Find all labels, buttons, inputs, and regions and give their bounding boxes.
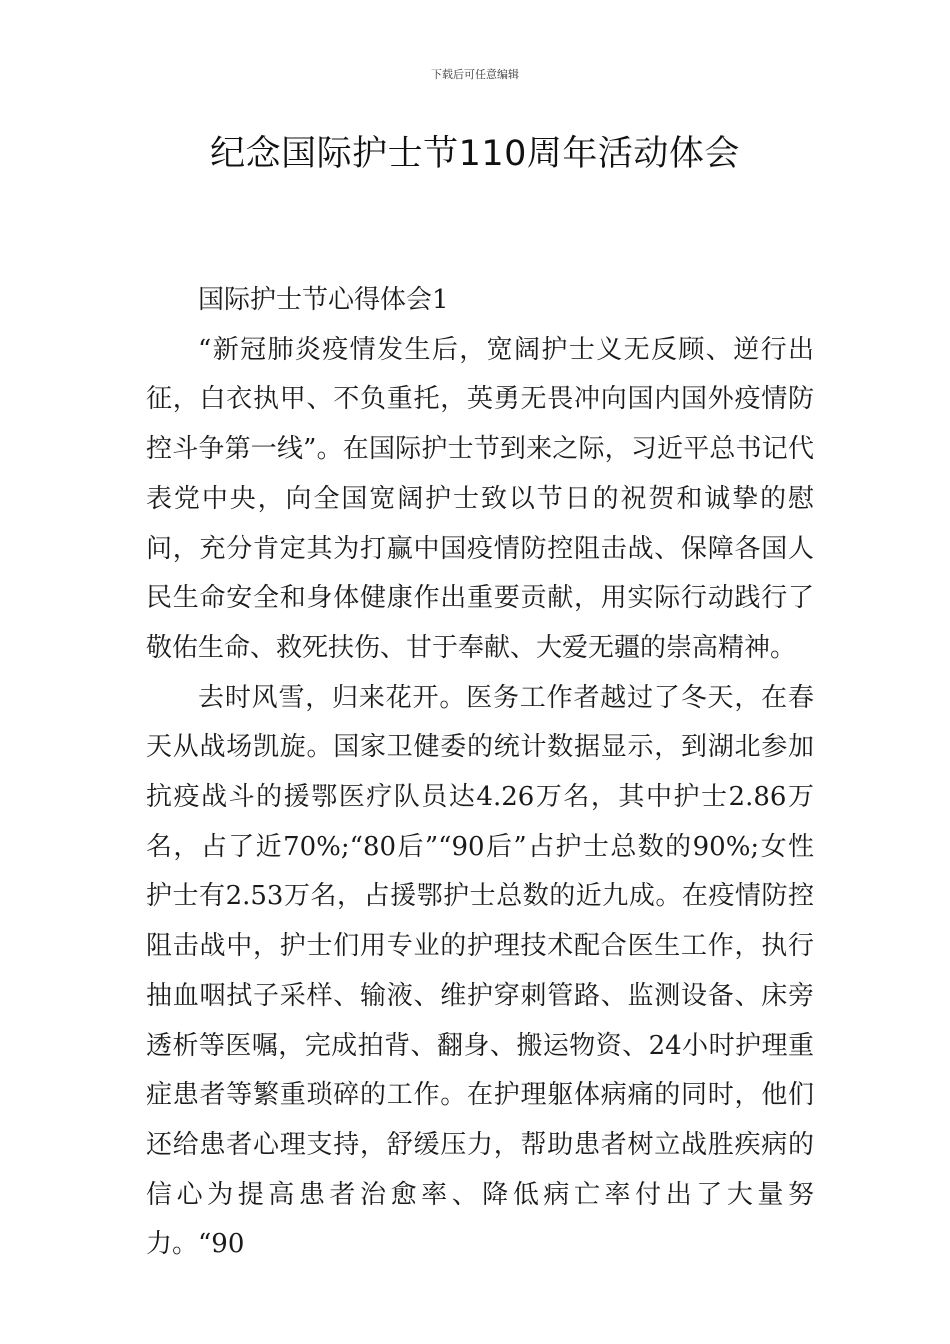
- document-body: [146, 276, 814, 1270]
- paragraph-2: 去时风雪，归来花开。医务工作者越过了冬天，在春天从战场凯旋。国家卫健委的统计数据显示，到湖北参加抗疫战斗的援鄂医疗队员达4.26万名，其中护士2.86万名，占了近70%;“80后”“90后”占护士总数的90%;女性护士有2.53万名，占援鄂护士总数的近九成。在疫情防控阻击战中，护士们用专业的护理技术配合医生工作，执行抽血咽拭子采样、输液、维护穿刺管路、监测设备、床旁透析等医嘱，完成拍背、翻身、搬运物资、24小时护理重症患者等繁重琐碎的工作。在护理躯体病痛的同时，他们还给患者心理支持，舒缓压力，帮助患者树立战胜疾病的信心为提高患者治愈率、降低病亡率付出了大量努力。“90: [146, 682, 814, 1260]
- section-heading: 国际护士节心得体会1: [198, 285, 449, 315]
- paragraph-1: “新冠肺炎疫情发生后，宽阔护士义无反顾、逆行出征，白衣执甲、不负重托，英勇无畏冲向国内国外疫情防控斗争第一线”。在国际护士节到来之际，习近平总书记代表党中央，向全国宽阔护士致以节日的祝贺和诚挚的慰问，充分肯定其为打赢中国疫情防控阻击战、保障各国人民生命安全和身体健康作出重要贡献，用实际行动践行了敬佑生命、救死扶伤、甘于奉献、大爱无疆的崇高精神。: [146, 334, 814, 663]
- header-note: 下载后可任意编辑: [431, 68, 519, 81]
- document-title: 纪念国际护士节110周年活动体会: [210, 134, 740, 174]
